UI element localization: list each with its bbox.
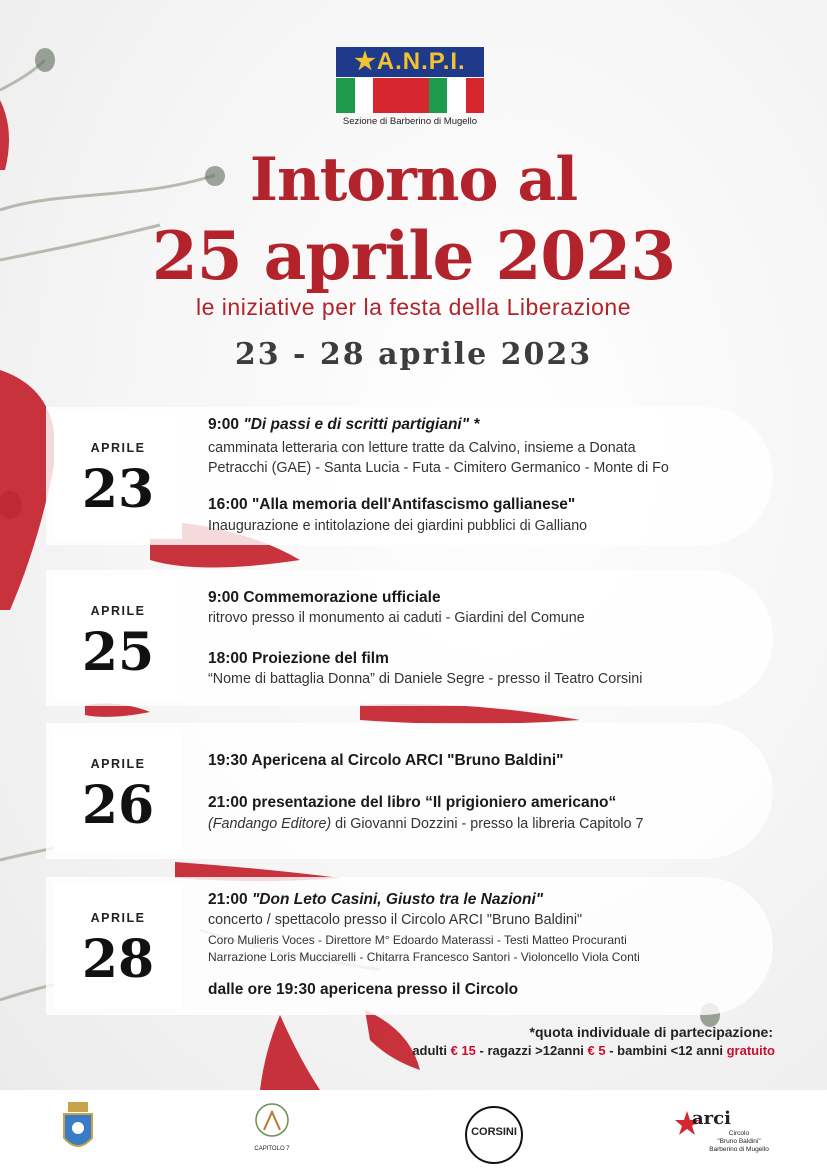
quota-label: - ragazzi >12anni xyxy=(475,1043,588,1058)
anpi-logo-text: ★A.N.P.I. xyxy=(336,47,484,77)
event-time: 21:00 xyxy=(208,891,252,908)
capitolo7-text: CAPITOLO 7 xyxy=(254,1146,290,1152)
date-month: APRILE xyxy=(90,911,146,925)
quota-heading: *quota individuale di partecipazione: xyxy=(529,1024,773,1040)
event-heading: 18:00 Proiezione del film xyxy=(208,650,389,667)
event-time: 9:00 xyxy=(208,416,244,433)
italian-flags-icon xyxy=(336,78,484,113)
event-description-rest: di Giovanni Dozzini - presso la libreria Capitolo 7 xyxy=(331,816,644,832)
arci-logo xyxy=(674,1108,774,1160)
event-description: Petracchi (GAE) - Santa Lucia - Futa - Cimitero Germanico - Monte di Fo xyxy=(208,460,669,476)
event-description: “Nome di battaglia Donna” di Daniele Segre - presso il Teatro Corsini xyxy=(208,671,643,687)
event-credits: Narrazione Loris Mucciarelli - Chitarra Francesco Santori - Violoncello Viola Conti xyxy=(208,950,640,964)
arci-sub: Barberino di Mugello xyxy=(709,1146,769,1153)
corsini-text: CORSINI xyxy=(471,1126,517,1138)
date-day: 28 xyxy=(81,929,155,990)
capitolo7-logo xyxy=(252,1100,292,1158)
arci-sub: Circolo xyxy=(728,1130,750,1137)
date-range: 23 - 28 aprile 2023 xyxy=(234,337,593,372)
event-heading: 21:00 presentazione del libro “Il prigioniero americano“ xyxy=(208,794,617,811)
day-block-26 xyxy=(46,723,773,859)
date-badge xyxy=(54,729,182,853)
date-day: 26 xyxy=(81,775,155,836)
date-month: APRILE xyxy=(90,604,146,618)
quota-label: - bambini <12 anni xyxy=(605,1043,727,1058)
date-day: 25 xyxy=(81,622,155,683)
event-description: Inaugurazione e intitolazione dei giardini pubblici di Galliano xyxy=(208,518,588,534)
event-title: "Don Leto Casini, Giusto tra le Nazioni" xyxy=(251,891,544,908)
event-description: camminata letteraria con letture tratte da Calvino, insieme a Donata xyxy=(208,440,636,456)
event-heading: 19:30 Apericena al Circolo ARCI "Bruno Baldini" xyxy=(208,752,564,769)
date-badge xyxy=(54,413,182,539)
event-description xyxy=(208,816,643,832)
event-description: concerto / spettacolo presso il Circolo ARCI "Bruno Baldini" xyxy=(208,912,583,928)
quota-price: € 15 xyxy=(450,1043,476,1058)
event-title: "Di passi e di scritti partigiani" * xyxy=(243,416,480,433)
quota-price: gratuito xyxy=(726,1043,775,1058)
event-credits: Coro Mulieris Voces - Direttore M° Edoardo Materassi - Testi Matteo Procuranti xyxy=(208,933,627,947)
page-title-line2: 25 aprile 2023 xyxy=(151,217,676,295)
anpi-section-subtitle: Sezione di Barberino di Mugello xyxy=(342,116,478,127)
event-heading: 16:00 "Alla memoria dell'Antifascismo gallianese" xyxy=(208,496,576,513)
teatro-corsini-logo xyxy=(465,1106,523,1164)
date-badge xyxy=(54,576,182,700)
event-heading: 9:00 Commemorazione ufficiale xyxy=(208,589,441,606)
quota-price: € 5 xyxy=(587,1043,606,1058)
date-month: APRILE xyxy=(90,757,146,771)
event-heading xyxy=(208,891,543,909)
date-badge xyxy=(54,883,182,1009)
event-description: ritrovo presso il monumento ai caduti - Giardini del Comune xyxy=(208,610,585,626)
event-heading xyxy=(208,416,479,434)
sponsor-footer xyxy=(0,1090,827,1170)
page-subtitle: le iniziative per la festa della Liberazione xyxy=(196,294,631,320)
quota-prices xyxy=(412,1043,775,1058)
date-day: 23 xyxy=(81,459,155,520)
quota-label: adulti xyxy=(412,1043,451,1058)
date-month: APRILE xyxy=(90,441,146,455)
publisher: (Fandango Editore) xyxy=(208,816,332,832)
arci-sub: "Bruno Baldini" xyxy=(717,1138,761,1145)
event-heading: dalle ore 19:30 apericena presso il Circolo xyxy=(208,981,519,998)
page-title-line1: Intorno al xyxy=(249,145,578,215)
municipality-crest-icon xyxy=(60,1100,96,1158)
anpi-logo xyxy=(336,47,484,113)
arci-text: arci xyxy=(692,1108,731,1129)
